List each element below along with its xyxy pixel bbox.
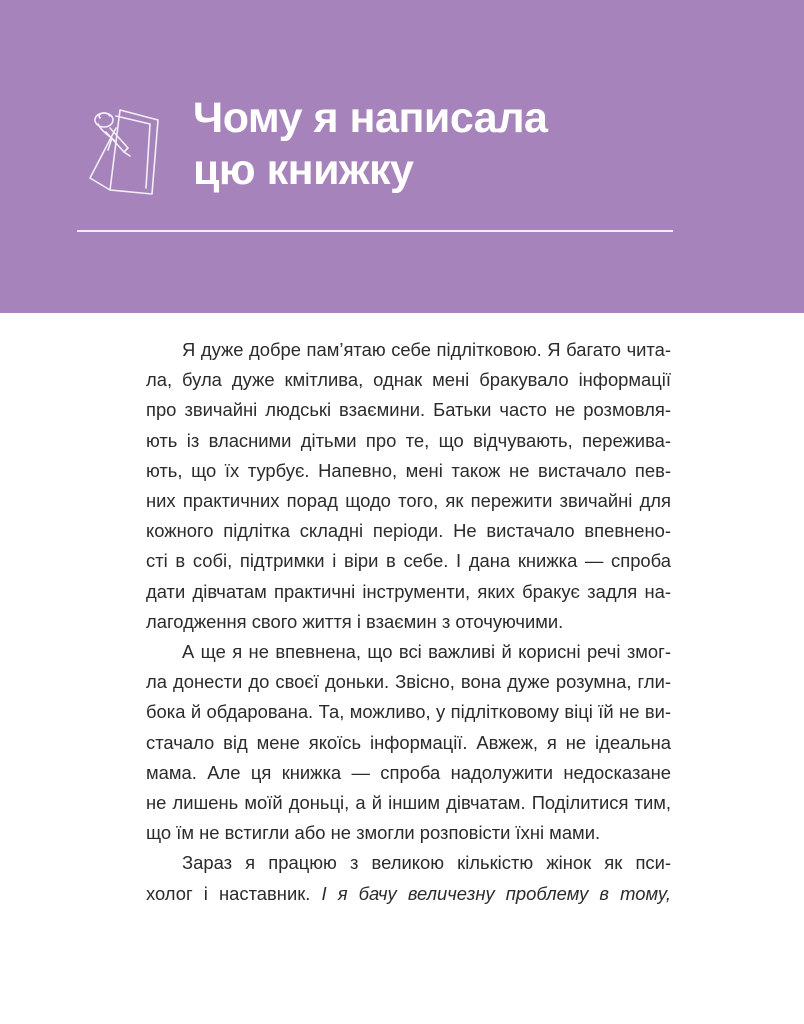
text-line: лагодження свого життя і взаємин з оточуючими. bbox=[146, 610, 564, 632]
text-line: мама. Але ця книжка — спроба надолужити недосказане bbox=[146, 761, 671, 783]
text-line: про звичайні людські взаємини. Батьки часто не розмовля- bbox=[146, 399, 671, 421]
text-line: що їм не встигли або не змогли розповісти їхні мами. bbox=[146, 822, 601, 844]
text-line: ють із власними дітьми про те, що відчувають, пережива- bbox=[146, 429, 671, 451]
text-line: ла, була дуже кмітлива, однак мені бракувало інформації bbox=[146, 369, 671, 391]
text-line: Зараз я працюю з великою кількістю жінок як пси- bbox=[182, 852, 671, 874]
word: наставник. bbox=[219, 882, 311, 904]
chapter-title-line-1: Чому я написала bbox=[193, 94, 548, 142]
paragraph-1 bbox=[146, 335, 671, 637]
italic-word: в bbox=[599, 882, 610, 904]
chapter-body bbox=[146, 335, 671, 909]
italic-word: я bbox=[337, 882, 348, 904]
paragraph-2 bbox=[146, 637, 671, 848]
text-line: них практичних порад щодо того, як пережити звичайні для bbox=[146, 490, 671, 512]
italic-word: тому, bbox=[620, 882, 671, 904]
chapter-title-line-2: цю книжку bbox=[193, 146, 414, 194]
paragraph-3 bbox=[146, 848, 671, 908]
italic-word: величезну bbox=[407, 882, 495, 904]
title-divider bbox=[77, 230, 673, 232]
text-line: А ще я не впевнена, що всі важливі й корисні речі змог- bbox=[182, 641, 671, 663]
text-line: сті в собі, підтримки і віри в себе. І дана книжка — спроба bbox=[146, 550, 671, 572]
pen-and-paper-icon bbox=[80, 98, 170, 200]
text-line: ють, що їх турбує. Напевно, мені також не вистачало пев- bbox=[146, 459, 671, 481]
text-line: стачало від мене якоїсь інформації. Авжеж, я не ідеальна bbox=[146, 731, 671, 753]
text-line bbox=[146, 879, 671, 909]
text-line: дати дівчатам практичні інструменти, яких бракує задля на- bbox=[146, 580, 671, 602]
text-line: ла донести до своєї доньки. Звісно, вона дуже розумна, гли- bbox=[146, 671, 671, 693]
text-line: кожного підлітка складні періоди. Не вистачало впевнено- bbox=[146, 520, 671, 542]
text-line: бока й обдарована. Та, можливо, у підлітковому віці їй не ви- bbox=[146, 701, 671, 723]
text-line: Я дуже добре пам’ятаю себе підлітковою. Я багато чита- bbox=[182, 339, 671, 360]
chapter-header bbox=[0, 0, 804, 313]
text-line: не лишень моїй доньці, а й іншим дівчатам. Поділитися тим, bbox=[146, 792, 671, 814]
word: холог bbox=[146, 882, 193, 904]
word: і bbox=[203, 882, 208, 904]
italic-word: І bbox=[321, 882, 327, 904]
italic-word: проблему bbox=[505, 882, 589, 904]
italic-word: бачу bbox=[358, 882, 397, 904]
chapter-title bbox=[193, 92, 547, 196]
